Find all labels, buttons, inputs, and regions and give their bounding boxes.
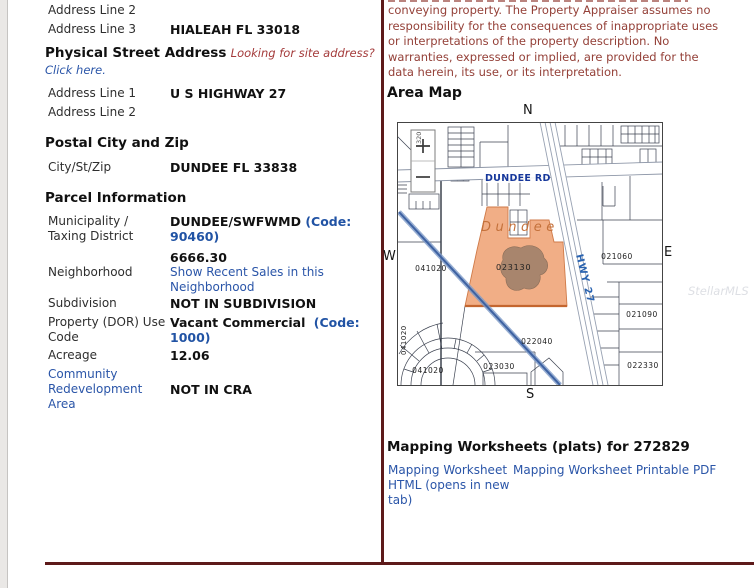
municipality-value-text: DUNDEE/SWFWMD — [170, 214, 301, 229]
parcel-id-label: 022330 — [627, 361, 659, 370]
address-row — [45, 86, 379, 101]
subdivision-value: NOT IN SUBDIVISION — [170, 296, 317, 311]
parcel-id-label: 022040 — [521, 337, 553, 346]
clipped-text-line — [388, 0, 688, 2]
physical-address-heading: Physical Street Address — [45, 45, 227, 61]
use-code-label: Property (DOR) Use Code — [48, 315, 166, 344]
column-divider-line — [381, 0, 384, 565]
cra-row — [45, 367, 379, 412]
address-line2-label: Address Line 2 — [48, 3, 137, 17]
physical-address-line2-label: Address Line 2 — [48, 105, 137, 119]
municipality-value — [170, 214, 379, 244]
parcel-id-label: 021060 — [601, 252, 633, 261]
map-small-label: 320 — [415, 131, 423, 144]
compass-north-label: N — [523, 103, 533, 118]
subdivision-row — [45, 296, 379, 311]
recent-sales-link[interactable]: Show Recent Sales in this Neighborhood — [170, 265, 324, 294]
address-line1-value: U S HIGHWAY 27 — [170, 86, 287, 101]
use-code-value-text: Vacant Commercial — [170, 315, 306, 330]
parcel-id-label: 023030 — [483, 362, 515, 371]
acreage-value: 12.06 — [170, 348, 210, 363]
compass-west-label: W — [383, 249, 396, 264]
cra-label-link[interactable]: Community Redevelopment Area — [48, 367, 143, 411]
disclaimer-text: conveying property. The Property Appraiser assumes no responsibility for the consequences of inappropriate uses or interpretations of the property description. No warranties, expressed or implied, are provided for the data herein, its use, or its interpretation. — [388, 3, 719, 80]
address-row — [45, 3, 379, 18]
parcel-id-label: 021090 — [626, 310, 658, 319]
mapping-worksheet-pdf-link[interactable]: Mapping Worksheet Printable PDF — [513, 463, 717, 477]
address-line1-label: Address Line 1 — [48, 86, 137, 100]
address-line3-label: Address Line 3 — [48, 22, 137, 36]
use-code-code: (Code: 1000) — [170, 315, 360, 345]
stellar-mls-watermark: StellarMLS — [688, 284, 749, 298]
city-st-zip-label: City/St/Zip — [48, 160, 112, 174]
bottom-divider-line — [45, 562, 754, 565]
highlighted-parcel-id: 023130 — [496, 263, 532, 272]
use-code-value — [170, 315, 379, 345]
page-edge-strip — [0, 0, 8, 588]
area-map[interactable] — [397, 122, 663, 386]
neighborhood-label: Neighborhood — [48, 265, 133, 279]
area-map-canvas — [397, 122, 663, 386]
municipality-row — [45, 214, 379, 244]
city-st-zip-row — [45, 160, 379, 175]
use-code-row — [45, 315, 379, 345]
subdivision-label: Subdivision — [48, 296, 117, 310]
physical-address-heading-block — [45, 45, 385, 79]
postal-city-zip-heading: Postal City and Zip — [45, 135, 189, 151]
site-address-click-here-link[interactable]: Click here. — [45, 63, 106, 77]
site-address-prompt: Looking for site address? — [230, 46, 375, 60]
hwy-27-label: HWY 27 — [573, 253, 596, 305]
address-row — [45, 22, 379, 37]
acreage-row — [45, 348, 379, 363]
compass-east-label: E — [664, 245, 673, 260]
parcel-information-heading: Parcel Information — [45, 190, 187, 206]
acreage-label: Acreage — [48, 348, 98, 362]
cra-value: NOT IN CRA — [170, 382, 252, 397]
address-row — [45, 105, 379, 120]
mapping-worksheet-html-link[interactable]: Mapping Worksheet HTML (opens in new tab) — [388, 463, 510, 507]
mapping-worksheets-heading: Mapping Worksheets (plats) for 272829 — [387, 439, 690, 455]
parcel-id-label: 041020 — [412, 366, 444, 375]
compass-south-label: S — [526, 387, 535, 402]
neighborhood-code-value: 6666.30 — [170, 250, 227, 265]
municipality-code: (Code: 90460) — [170, 214, 352, 244]
dundee-city-label: Dundee — [481, 220, 559, 235]
neighborhood-row — [45, 250, 379, 295]
address-line3-value: HIALEAH FL 33018 — [170, 22, 301, 37]
area-map-heading: Area Map — [387, 85, 462, 101]
dundee-rd-label: DUNDEE RD — [485, 173, 551, 184]
parcel-id-label: 041020 — [415, 264, 447, 273]
municipality-label: Municipality / Taxing District — [48, 214, 134, 243]
parcel-id-label-rotated: 041020 — [400, 325, 408, 355]
city-st-zip-value: DUNDEE FL 33838 — [170, 160, 298, 175]
